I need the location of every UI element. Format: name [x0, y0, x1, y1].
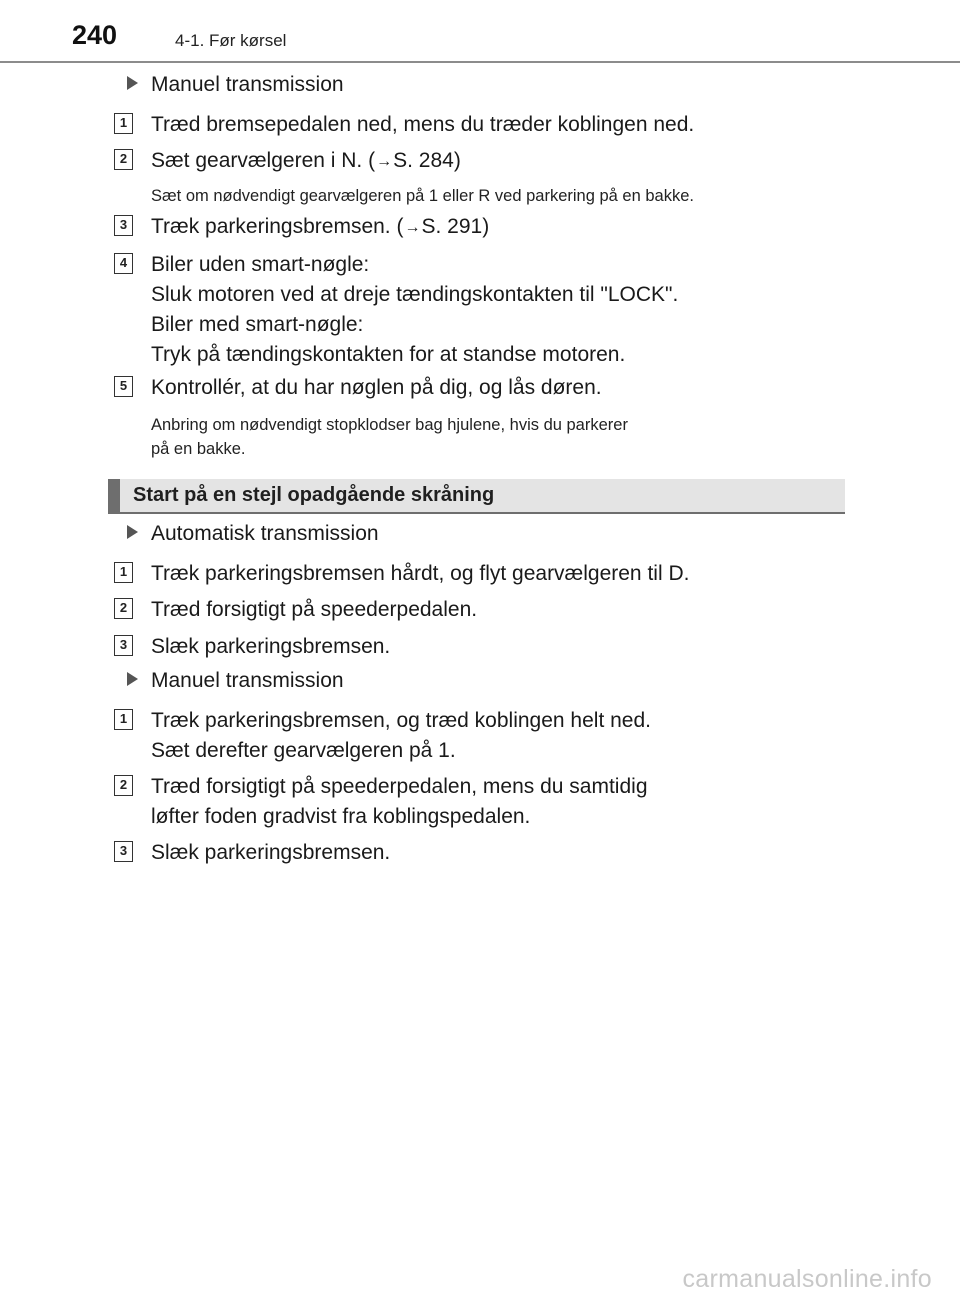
- page-reference: S. 291: [421, 215, 483, 238]
- step-text: Slæk parkeringsbremsen.: [151, 841, 391, 864]
- step-text: Tryk på tændingskontakten for at standse motoren.: [151, 343, 626, 366]
- step-number-badge: 1: [114, 113, 133, 134]
- step-text: Træk parkeringsbremsen, og træd koblingen helt ned.: [151, 709, 651, 732]
- reference-arrow-icon: →: [376, 153, 393, 170]
- page-number: 240: [72, 20, 118, 50]
- step-text-part: Træk parkeringsbremsen. (: [151, 215, 404, 238]
- step-number-badge: 2: [114, 149, 133, 170]
- header-divider: [0, 61, 960, 63]
- step-text: [151, 146, 461, 178]
- step-text: Biler med smart-nøgle:: [151, 313, 364, 336]
- step-text-part: Sæt gearvælgeren i N. (: [151, 149, 376, 172]
- step-number-badge: 3: [114, 635, 133, 656]
- step-text: [151, 212, 489, 244]
- section-title: Start på en stejl opadgående skråning: [133, 484, 495, 506]
- step-number-badge: 1: [114, 562, 133, 583]
- note-text: på en bakke.: [151, 440, 246, 458]
- section-reference: 4-1. Før kørsel: [175, 31, 287, 50]
- note-text: Sæt om nødvendigt gearvælgeren på 1 eller R ved parkering på en bakke.: [151, 187, 694, 205]
- triangle-bullet-icon: [127, 672, 138, 686]
- watermark: carmanualsonline.info: [682, 1265, 932, 1293]
- step-text-part: ): [453, 149, 461, 172]
- triangle-bullet-icon: [127, 76, 138, 90]
- step-number-badge: 1: [114, 709, 133, 730]
- page-reference: S. 284: [393, 149, 454, 172]
- step-number-badge: 3: [114, 215, 133, 236]
- step-text: løfter foden gradvist fra koblingspedalen.: [151, 805, 531, 828]
- step-text: Træd forsigtigt på speederpedalen, mens du samtidig: [151, 775, 648, 798]
- triangle-bullet-icon: [127, 525, 138, 539]
- subheading-text: Automatisk transmission: [151, 522, 379, 545]
- reference-arrow-icon: →: [404, 219, 421, 236]
- step-text: Sæt derefter gearvælgeren på 1.: [151, 739, 456, 762]
- step-number-badge: 3: [114, 841, 133, 862]
- page-header: [0, 0, 960, 62]
- subheading-manual-transmission: [127, 669, 344, 693]
- subheading-text: Manuel transmission: [151, 73, 344, 96]
- step-number-badge: 2: [114, 598, 133, 619]
- section-heading-underline: [108, 512, 845, 514]
- step-text: Slæk parkeringsbremsen.: [151, 635, 391, 658]
- step-text: Træd bremsepedalen ned, mens du træder koblingen ned.: [151, 113, 695, 136]
- subheading-text: Manuel transmission: [151, 669, 344, 692]
- note-text: Anbring om nødvendigt stopklodser bag hjulene, hvis du parkerer: [151, 416, 628, 434]
- section-heading-bar: [108, 479, 845, 514]
- step-number-badge: 4: [114, 253, 133, 274]
- step-number-badge: 5: [114, 376, 133, 397]
- step-text-part: ): [482, 215, 490, 238]
- step-text: Sluk motoren ved at dreje tændingskontakten til "LOCK".: [151, 283, 679, 306]
- step-text: Træk parkeringsbremsen hårdt, og flyt gearvælgeren til D.: [151, 562, 690, 585]
- subheading-automatic-transmission: [127, 522, 379, 546]
- step-text: Biler uden smart-nøgle:: [151, 253, 370, 276]
- step-number-badge: 2: [114, 775, 133, 796]
- subheading-manual-transmission: [127, 73, 344, 97]
- step-text: Kontrollér, at du har nøglen på dig, og lås døren.: [151, 376, 602, 399]
- step-text: Træd forsigtigt på speederpedalen.: [151, 598, 478, 621]
